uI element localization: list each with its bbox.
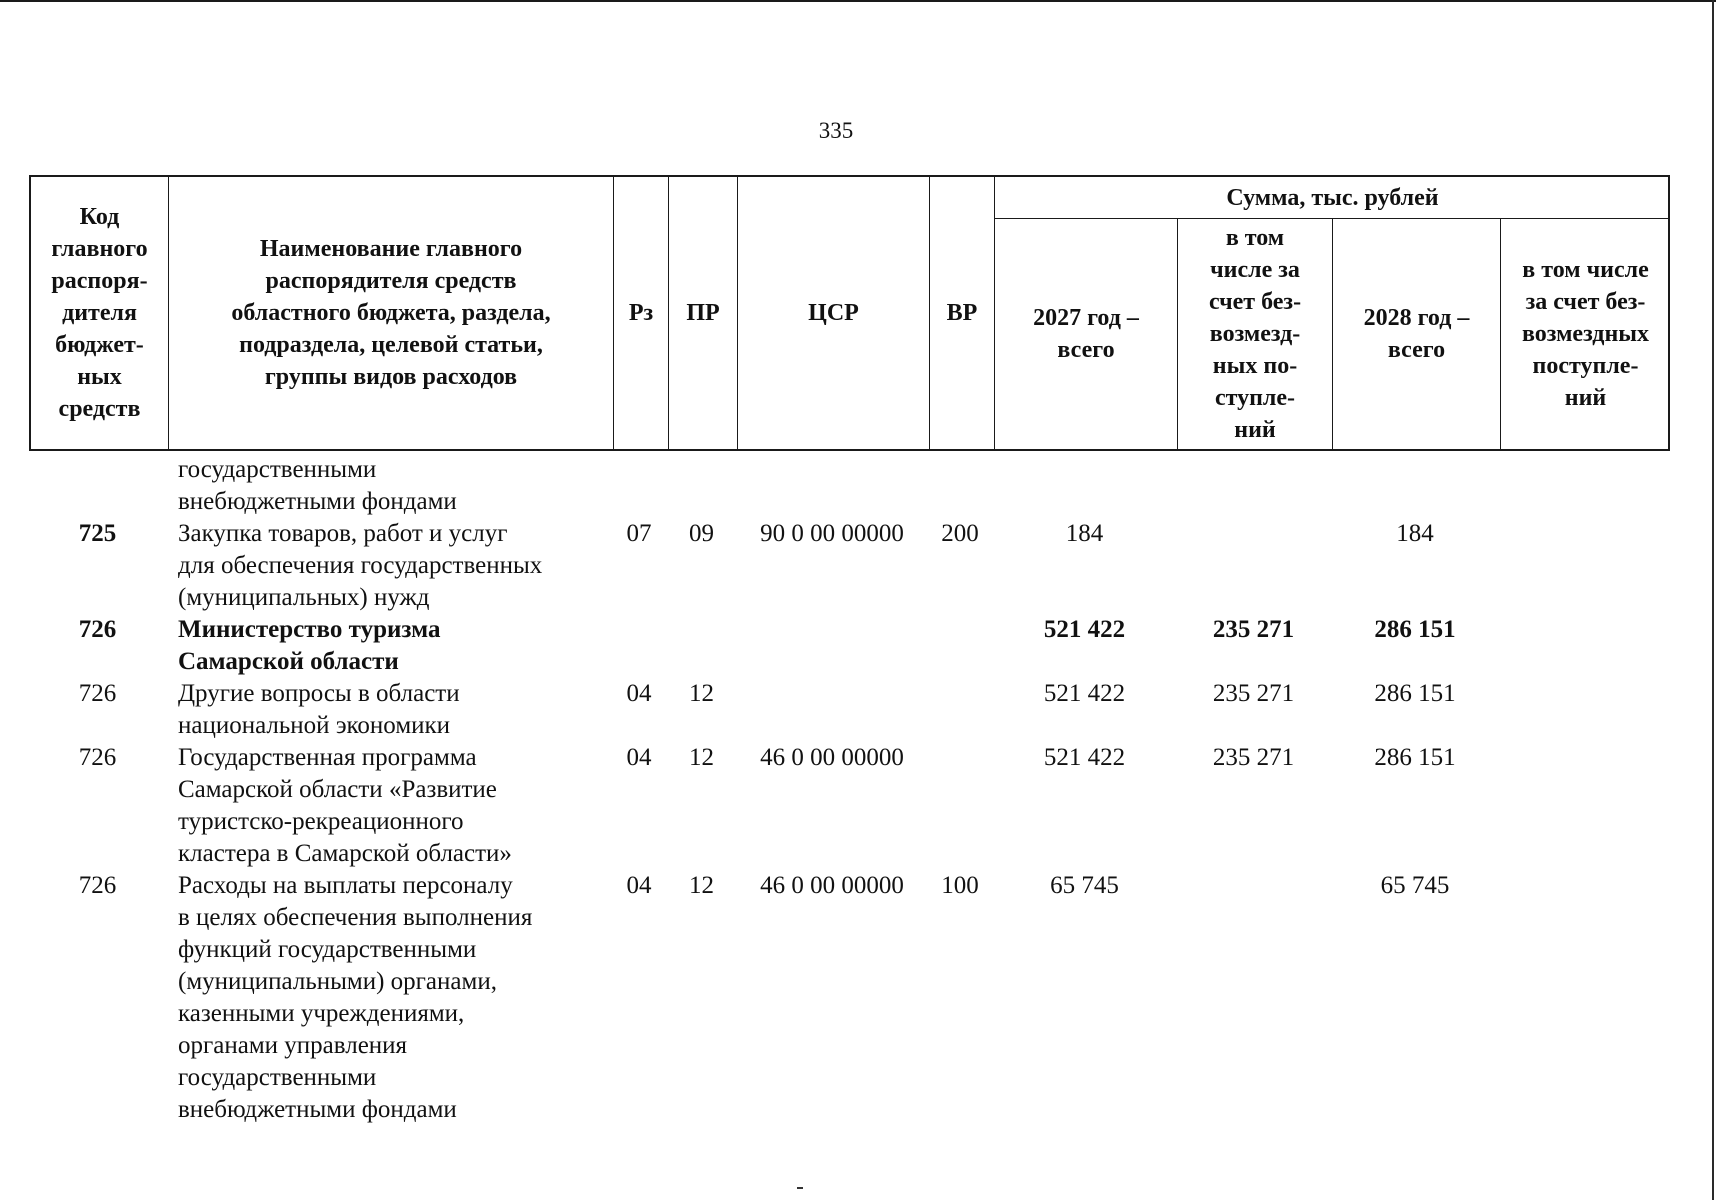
row-2027-total: 184 [1065,520,1104,547]
row-2027-total: 521 422 [1043,744,1126,771]
header-sum-group: Сумма, тыс. рублей [1226,184,1439,211]
row-code: 725 [78,520,117,547]
row-2028-total: 286 151 [1374,744,1456,771]
table-header [29,175,1670,451]
page-number: 335 [818,118,854,143]
row-pr: 12 [689,744,714,771]
header-csr: ЦСР [808,300,859,326]
row-rz: 04 [626,744,652,771]
header-pr: ПР [686,300,720,326]
row-name: государственными внебюджетными фондами [178,456,457,515]
row-code: 726 [78,872,117,899]
row-rz: 07 [626,520,652,547]
budget-table [29,175,1670,1123]
header-2028-grants: в том числе за счет без- возмездных поступле- ний [1521,257,1650,411]
row-code: 726 [78,616,117,643]
row-2028-total: 65 745 [1380,872,1450,899]
row-name: Другие вопросы в области национальной экономики [178,680,460,739]
row-name: Министерство туризма Самарской области [178,616,441,675]
row-2028-total: 286 151 [1374,616,1456,643]
row-name: Государственная программа Самарской области «Развитие туристско-рекреационного кластера в Самарской области» [178,744,512,867]
row-rz: 04 [626,872,652,899]
row-2028-total: 184 [1396,520,1434,547]
row-name: Расходы на выплаты персоналу в целях обеспечения выполнения функций государственными (муниципальными) органами, казенными учреждениями, органами управления государственными внебюджетными фондами [178,872,533,1123]
scan-edge-top [0,0,1716,2]
header-name: Наименование главного распорядителя средств областного бюджета, раздела, подраздела, целевой статьи, группы видов расходов [231,236,551,390]
row-pr: 09 [689,520,714,547]
row-rz: 04 [626,680,652,707]
row-pr: 12 [689,872,714,899]
row-csr: 46 0 00 00000 [760,872,904,899]
header-2027-grants: в том числе за счет без- возмезд- ных по- ступле- ний [1208,225,1302,443]
row-vr: 200 [941,520,979,547]
row-2027-total: 521 422 [1043,616,1126,643]
header-vr: ВР [946,300,978,326]
header-2027-total: 2027 год – всего [1033,305,1139,363]
header-2028-total: 2028 год – всего [1363,305,1470,363]
scan-edge-right [1712,0,1714,1200]
header-code: Код главного распоря- дителя бюджет- ных средств [51,204,148,422]
header-rz: Рз [628,300,654,326]
row-name: Закупка товаров, работ и услуг для обеспечения государственных (муниципальных) нужд [178,520,543,611]
row-csr: 46 0 00 00000 [760,744,904,771]
row-2027-grants: 235 271 [1212,616,1295,643]
scan-artifact [797,1187,803,1189]
row-2027-grants: 235 271 [1212,744,1295,771]
row-2027-total: 65 745 [1050,872,1119,899]
row-2027-grants: 235 271 [1212,680,1295,707]
row-code: 726 [78,744,117,771]
row-vr: 100 [941,872,979,899]
row-csr: 90 0 00 00000 [760,520,904,547]
row-2027-total: 521 422 [1043,680,1126,707]
row-pr: 12 [689,680,714,707]
row-code: 726 [78,680,117,707]
row-2028-total: 286 151 [1374,680,1456,707]
